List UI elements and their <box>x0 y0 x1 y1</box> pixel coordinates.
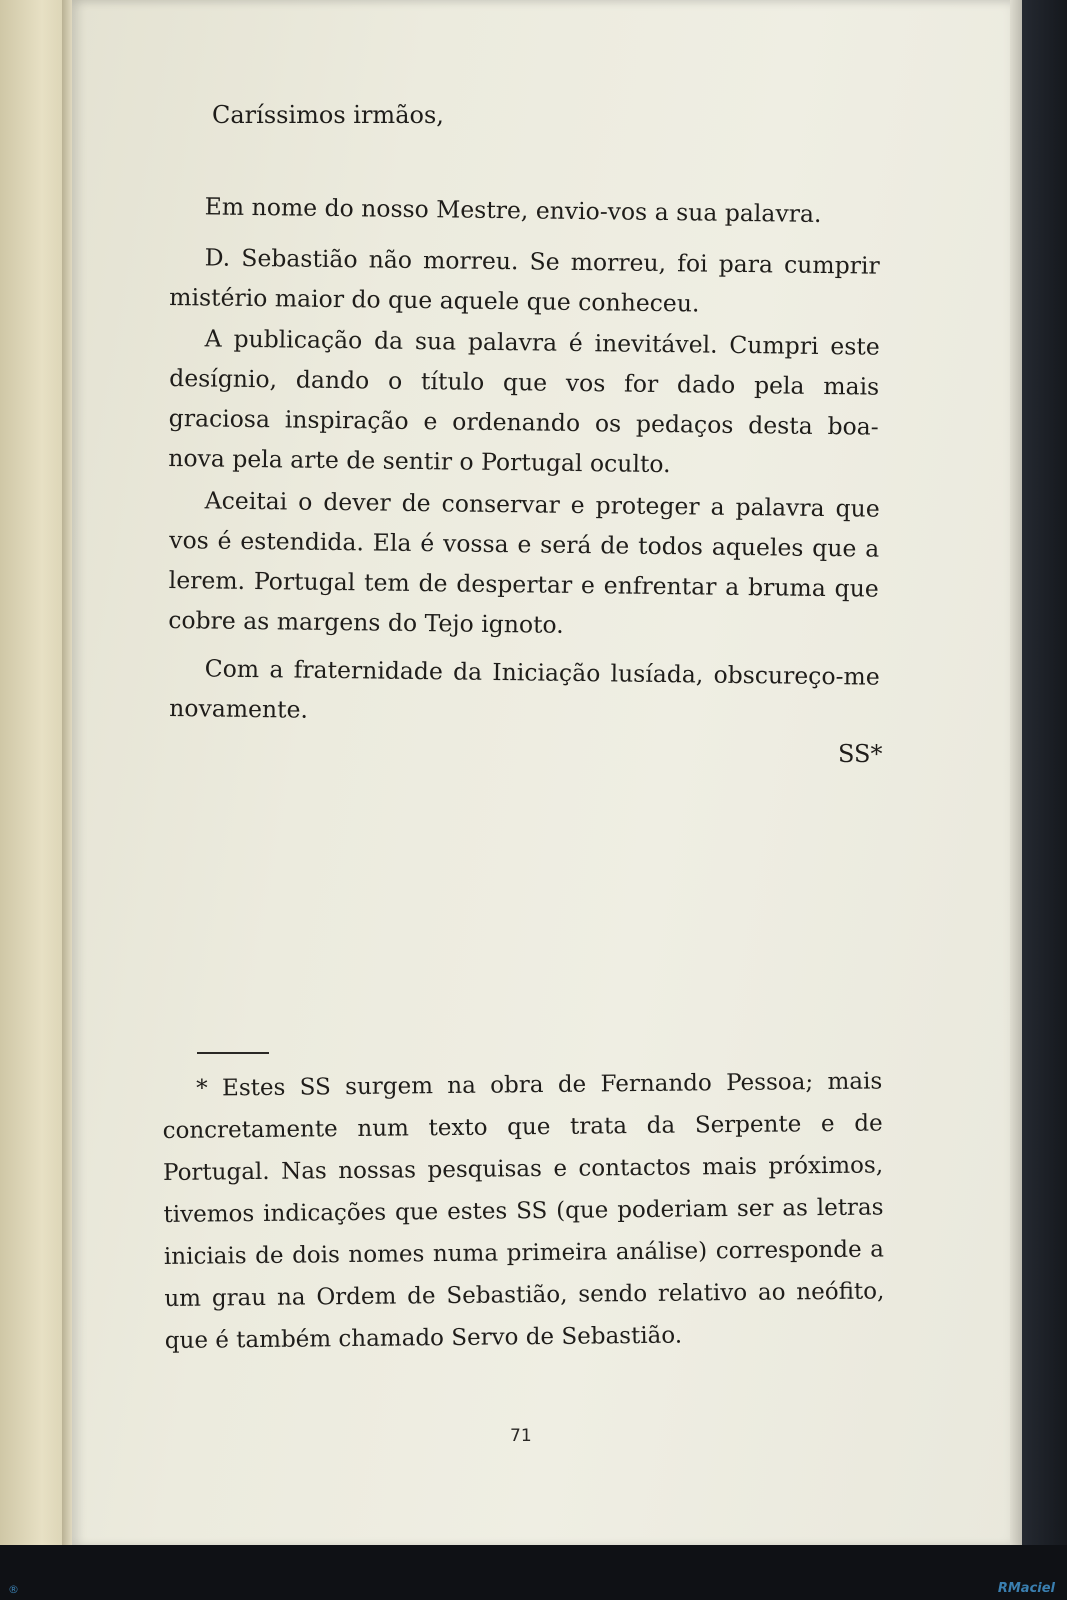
footnote-rule <box>197 1052 269 1054</box>
letter-paragraph: Aceitai o dever de conservar e proteger a palavra que vos é estendida. Ela é vossa e será de todos aqueles que a lerem. Portugal tem de despertar e enfrentar a bruma que cobre as margens do Tejo ignoto. <box>168 486 880 639</box>
letter-paragraph: A publicação da sua palavra é inevitável. Cumpri este desígnio, dando o título que vos for dado pela mais graciosa inspiração e ordenando os pedaços desta boa-nova pela arte de sentir o Portugal oculto. <box>168 324 880 479</box>
letter-signature: SS* <box>838 740 883 768</box>
bottom-shadow <box>0 1545 1067 1600</box>
registered-mark: ® <box>8 1583 19 1596</box>
letter-salutation: Caríssimos irmãos, <box>212 101 444 129</box>
left-page-edge <box>0 0 70 1545</box>
photographer-watermark: RMaciel <box>997 1581 1055 1596</box>
letter-paragraph: D. Sebastião não morreu. Se morreu, foi para cumprir mistério maior do que aquele que conheceu. <box>169 243 880 318</box>
letter-paragraph: Em nome do nosso Mestre, envio-vos a sua palavra. <box>204 192 822 228</box>
footnote-text: * Estes SS surgem na obra de Fernando Pessoa; mais concretamente num texto que trata da Serpente e de Portugal. Nas nossas pesquisas e contactos mais próximos, tivemos indicações que estes SS (que poderiam ser as letras iniciais de dois nomes numa primeira análise) corresponde a um grau na Ordem de Sebastião, sendo relativo ao neófito, que é também chamado Servo de Sebastião. <box>162 1068 885 1354</box>
page-edge-right <box>1010 0 1022 1548</box>
page-number: 71 <box>510 1426 532 1446</box>
letter-paragraph: Com a fraternidade da Iniciação lusíada, obscureço-me novamente. <box>169 654 880 724</box>
